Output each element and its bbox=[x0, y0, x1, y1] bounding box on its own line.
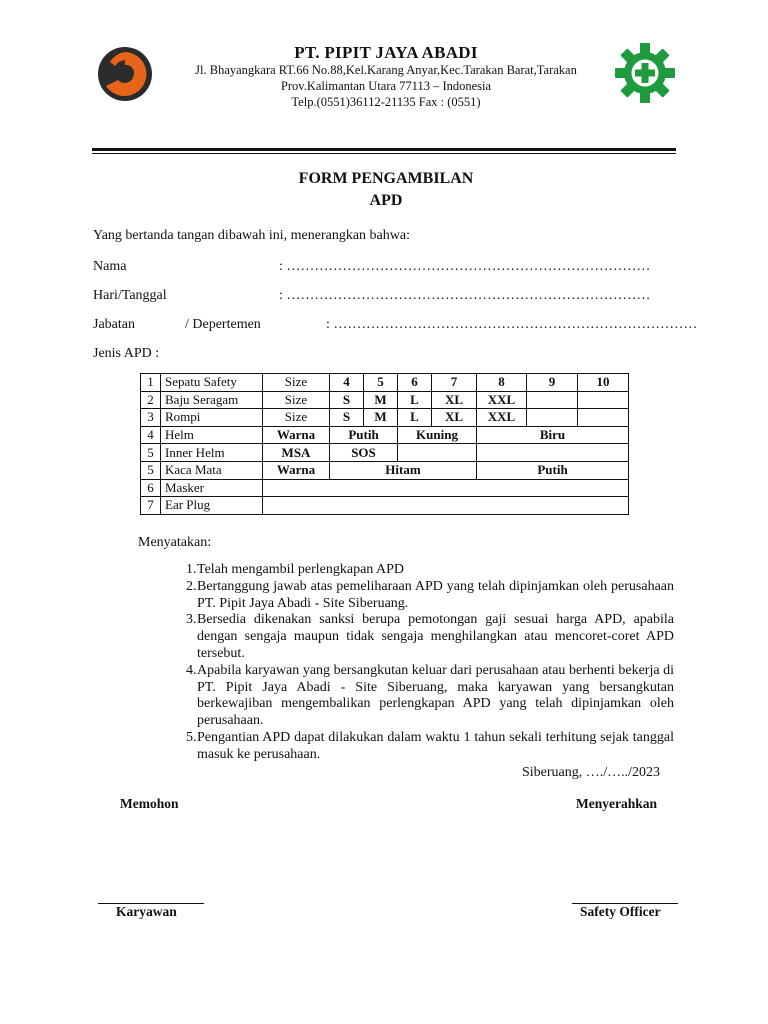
header-divider-thick bbox=[92, 148, 676, 151]
signature-role-left: Memohon bbox=[120, 796, 179, 811]
list-text: Apabila karyawan yang bersangkutan keluar dari perusahaan atau berhenti bekerja di PT. Pipit Jaya Abadi - Site Siberuang, maka karyawan yang bersangkutan berkewajiban mengembalikan perlengkapan APD yang telah dipinjamkan oleh perusahaan. bbox=[197, 662, 674, 729]
row-number: 2 bbox=[141, 391, 161, 409]
color-option[interactable]: Hitam bbox=[330, 461, 477, 479]
attribute-label: Size bbox=[263, 391, 330, 409]
item-name: Ear Plug bbox=[161, 497, 263, 515]
table-row bbox=[141, 444, 629, 462]
color-option[interactable]: Kuning bbox=[398, 426, 477, 444]
signature-role-right: Menyerahkan bbox=[576, 796, 657, 811]
size-option[interactable]: 6 bbox=[398, 374, 432, 392]
empty-cell bbox=[527, 409, 578, 427]
list-item bbox=[186, 612, 674, 662]
list-text: Telah mengambil perlengkapan APD bbox=[197, 562, 405, 577]
date-place: Siberuang, …./…../2023 bbox=[522, 765, 661, 780]
row-number: 5 bbox=[141, 444, 161, 462]
size-option[interactable]: 5 bbox=[364, 374, 398, 392]
safety-gear-cross-icon bbox=[614, 42, 676, 104]
size-option[interactable]: 8 bbox=[477, 374, 527, 392]
size-option[interactable]: XXL bbox=[477, 391, 527, 409]
item-name: Rompi bbox=[161, 409, 263, 427]
table-row bbox=[141, 426, 629, 444]
list-number: 3. bbox=[186, 612, 197, 628]
color-option[interactable]: Putih bbox=[477, 461, 629, 479]
empty-cell bbox=[578, 391, 629, 409]
empty-cell bbox=[527, 391, 578, 409]
list-item bbox=[186, 562, 674, 579]
size-option[interactable]: 10 bbox=[578, 374, 629, 392]
jenis-apd-label: Jenis APD : bbox=[93, 346, 160, 361]
table-row bbox=[141, 479, 629, 497]
company-name: PT. PIPIT JAYA ABADI bbox=[294, 43, 478, 62]
brand-option[interactable]: SOS bbox=[330, 444, 398, 462]
size-option[interactable]: M bbox=[364, 409, 398, 427]
size-option[interactable]: 4 bbox=[330, 374, 364, 392]
table-row bbox=[141, 497, 629, 515]
list-number: 5. bbox=[186, 729, 197, 745]
row-number: 1 bbox=[141, 374, 161, 392]
size-option[interactable]: XXL bbox=[477, 409, 527, 427]
attribute-label: Warna bbox=[263, 426, 330, 444]
list-number: 4. bbox=[186, 662, 197, 678]
company-address-line2: Prov.Kalimantan Utara 77113 – Indonesia bbox=[280, 79, 492, 93]
item-name: Kaca Mata bbox=[161, 461, 263, 479]
color-option[interactable]: Putih bbox=[330, 426, 398, 444]
row-number: 4 bbox=[141, 426, 161, 444]
row-number: 6 bbox=[141, 479, 161, 497]
list-item bbox=[186, 579, 674, 613]
size-option[interactable]: L bbox=[398, 391, 432, 409]
item-name: Masker bbox=[161, 479, 263, 497]
field-label-departemen: / Depertemen bbox=[185, 317, 261, 332]
size-option[interactable]: XL bbox=[432, 409, 477, 427]
list-text: Bersedia dikenakan sanksi berupa pemotongan gaji sesuai harga APD, apabila dengan sengaja maupun tidak sengaja menghilangkan atau mencoret-coret APD tersebut. bbox=[197, 612, 674, 661]
size-option[interactable]: 7 bbox=[432, 374, 477, 392]
statement-list bbox=[186, 562, 674, 764]
field-value-nama[interactable]: : …………………………………………………………………… bbox=[279, 259, 651, 274]
item-name: Inner Helm bbox=[161, 444, 263, 462]
list-item bbox=[186, 730, 674, 764]
company-phone-fax: Telp.(0551)36112-21135 Fax : (0551) bbox=[291, 95, 481, 109]
size-option[interactable]: 9 bbox=[527, 374, 578, 392]
list-text: Bertanggung jawab atas pemeliharaan APD yang telah dipinjamkan oleh perusahaan PT. Pipit Jaya Abadi - Site Siberuang. bbox=[197, 578, 674, 611]
form-title: FORM PENGAMBILAN bbox=[298, 170, 474, 187]
empty-cell bbox=[477, 444, 629, 462]
size-option[interactable]: XL bbox=[432, 391, 477, 409]
company-logo-icon bbox=[96, 46, 154, 102]
company-address-line1: Jl. Bhayangkara RT.66 No.88,Kel.Karang Anyar,Kec.Tarakan Barat,Tarakan bbox=[195, 63, 577, 77]
field-label-jabatan: Jabatan bbox=[93, 317, 135, 332]
empty-cell bbox=[578, 409, 629, 427]
color-option[interactable]: Biru bbox=[477, 426, 629, 444]
row-number: 3 bbox=[141, 409, 161, 427]
field-label-hari-tanggal: Hari/Tanggal bbox=[93, 288, 167, 303]
intro-text: Yang bertanda tangan dibawah ini, menerangkan bahwa: bbox=[93, 228, 410, 243]
field-label-nama: Nama bbox=[93, 259, 127, 274]
empty-cell[interactable] bbox=[263, 479, 629, 497]
row-number: 7 bbox=[141, 497, 161, 515]
table-row bbox=[141, 391, 629, 409]
table-row bbox=[141, 409, 629, 427]
empty-cell bbox=[398, 444, 477, 462]
field-value-jabatan[interactable]: : …………………………………………………………………… bbox=[326, 317, 698, 332]
item-name: Helm bbox=[161, 426, 263, 444]
signature-name-left: Karyawan bbox=[116, 904, 177, 919]
form-subtitle: APD bbox=[369, 192, 403, 209]
size-option[interactable]: M bbox=[364, 391, 398, 409]
empty-cell[interactable] bbox=[263, 497, 629, 515]
size-option[interactable]: S bbox=[330, 409, 364, 427]
list-text: Pengantian APD dapat dilakukan dalam waktu 1 tahun sekali terhitung sejak tanggal masuk ke perusahaan. bbox=[197, 729, 674, 762]
signature-name-right: Safety Officer bbox=[580, 904, 661, 919]
list-number: 1. bbox=[186, 562, 197, 577]
attribute-label: Warna bbox=[263, 461, 330, 479]
list-number: 2. bbox=[186, 578, 197, 594]
statement-label: Menyatakan: bbox=[138, 535, 212, 550]
field-value-hari-tanggal[interactable]: : …………………………………………………………………… bbox=[279, 288, 651, 303]
table-row bbox=[141, 461, 629, 479]
brand-option[interactable]: MSA bbox=[263, 444, 330, 462]
header-divider-thin bbox=[92, 153, 676, 154]
list-item bbox=[186, 663, 674, 730]
table-row bbox=[141, 374, 629, 392]
item-name: Baju Seragam bbox=[161, 391, 263, 409]
row-number: 5 bbox=[141, 461, 161, 479]
attribute-label: Size bbox=[263, 374, 330, 392]
size-option[interactable]: S bbox=[330, 391, 364, 409]
item-name: Sepatu Safety bbox=[161, 374, 263, 392]
apd-table bbox=[140, 373, 629, 515]
attribute-label: Size bbox=[263, 409, 330, 427]
size-option[interactable]: L bbox=[398, 409, 432, 427]
